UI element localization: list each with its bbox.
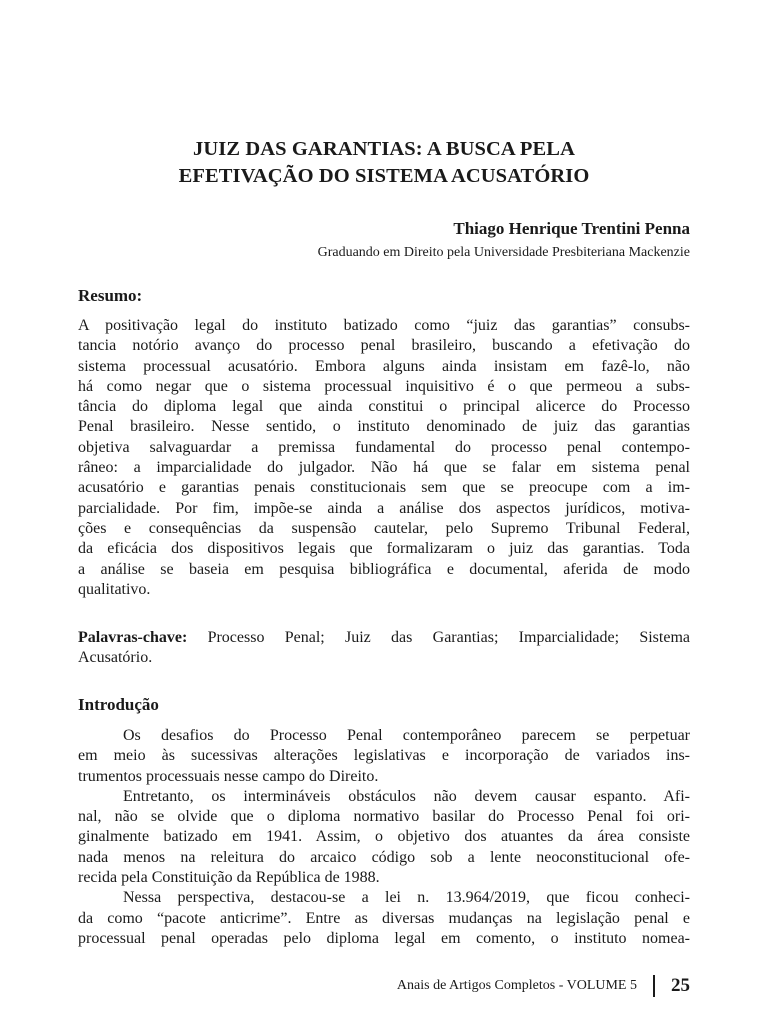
abstract-line: tancia notório avanço do processo penal brasileiro, buscando a efetivação do: [78, 337, 690, 355]
abstract-heading: Resumo:: [78, 286, 143, 305]
abstract-line: Penal brasileiro. Nesse sentido, o instituto denominado de juiz das garantias: [78, 418, 690, 436]
abstract-body: [78, 316, 690, 600]
author-name: Thiago Henrique Trentini Penna: [453, 219, 690, 238]
abstract-line: há como negar que o sistema processual inquisitivo é o que permeou a subs-: [78, 377, 690, 395]
body-line: nada menos na releitura do arcaico código sob a lente neoconstitucional ofe-: [78, 848, 690, 866]
body-line: ginalmente batizado em 1941. Assim, o objetivo dos atuantes da área consiste: [78, 828, 690, 846]
abstract-line: qualitativo.: [78, 580, 151, 598]
introduction-body: [78, 726, 690, 949]
paper-title: [78, 136, 690, 190]
author-affiliation: Graduando em Direito pela Universidade Presbiteriana Mackenzie: [317, 245, 690, 260]
keywords-label: Palavras-chave:: [78, 629, 188, 646]
abstract-line: acusatório e garantias penais constitucionais sem que se preocupe com a im-: [78, 479, 690, 497]
keywords-block: [78, 628, 690, 669]
body-line: recida pela Constituição da República de 1988.: [78, 869, 380, 887]
introduction-heading: Introdução: [78, 695, 159, 714]
body-line: da como “pacote anticrime”. Entre as diversas mudanças na legislação penal e: [78, 909, 690, 927]
abstract-line: a análise se baseia em pesquisa bibliográfica e documental, aferida de modo: [78, 560, 690, 578]
keywords-text: Processo Penal; Juiz das Garantias; Imparcialidade; Sistema: [187, 629, 690, 646]
abstract-line: sistema processual acusatório. Embora alguns ainda insistam em fazê-lo, não: [78, 357, 690, 375]
footer-journal-title: Anais de Artigos Completos - VOLUME 5: [396, 978, 637, 993]
keywords-line: [78, 628, 690, 648]
abstract-line: ções e consequências da suspensão cautelar, pelo Supremo Tribunal Federal,: [78, 519, 690, 537]
body-line: nal, não se olvide que o diploma normativo basilar do Processo Penal foi ori-: [78, 808, 690, 826]
title-line-1: JUIZ DAS GARANTIAS: A BUSCA PELA: [193, 138, 575, 160]
body-line: Nessa perspectiva, destacou-se a lei n. 13.964/2019, que ficou conheci-: [123, 889, 690, 907]
abstract-line: A positivação legal do instituto batizado como “juiz das garantias” consubs-: [78, 317, 690, 334]
abstract-line: râneo: a imparcialidade do julgador. Não há que se falar em sistema penal: [78, 459, 690, 477]
paper-page: [78, 0, 690, 1024]
abstract-line: parcialidade. Por fim, impõe-se ainda a análise dos aspectos jurídicos, motiva-: [78, 499, 690, 517]
abstract-line: da eficácia dos dispositivos legais que formalizaram o juiz das garantias. Toda: [78, 540, 690, 558]
page-footer: [397, 975, 690, 997]
title-line-2: EFETIVAÇÃO DO SISTEMA ACUSATÓRIO: [178, 165, 590, 187]
body-line: em meio às sucessivas alterações legislativas e incorporação de variados ins-: [78, 747, 690, 765]
footer-divider: [653, 975, 655, 997]
keywords-line: Acusatório.: [78, 649, 153, 667]
body-line: Entretanto, os intermináveis obstáculos não devem causar espanto. Afi-: [123, 787, 690, 805]
page-number: 25: [671, 975, 690, 996]
body-line: trumentos processuais nesse campo do Direito.: [78, 767, 379, 785]
body-line: Os desafios do Processo Penal contemporâneo parecem se perpetuar: [123, 727, 690, 744]
body-line: processual penal operadas pelo diploma legal em comento, o instituto nomea-: [78, 929, 690, 947]
abstract-line: tância do diploma legal que ainda constitui o principal alicerce do Processo: [78, 398, 690, 416]
abstract-line: objetiva salvaguardar a premissa fundamental do processo penal contempo-: [78, 438, 690, 456]
